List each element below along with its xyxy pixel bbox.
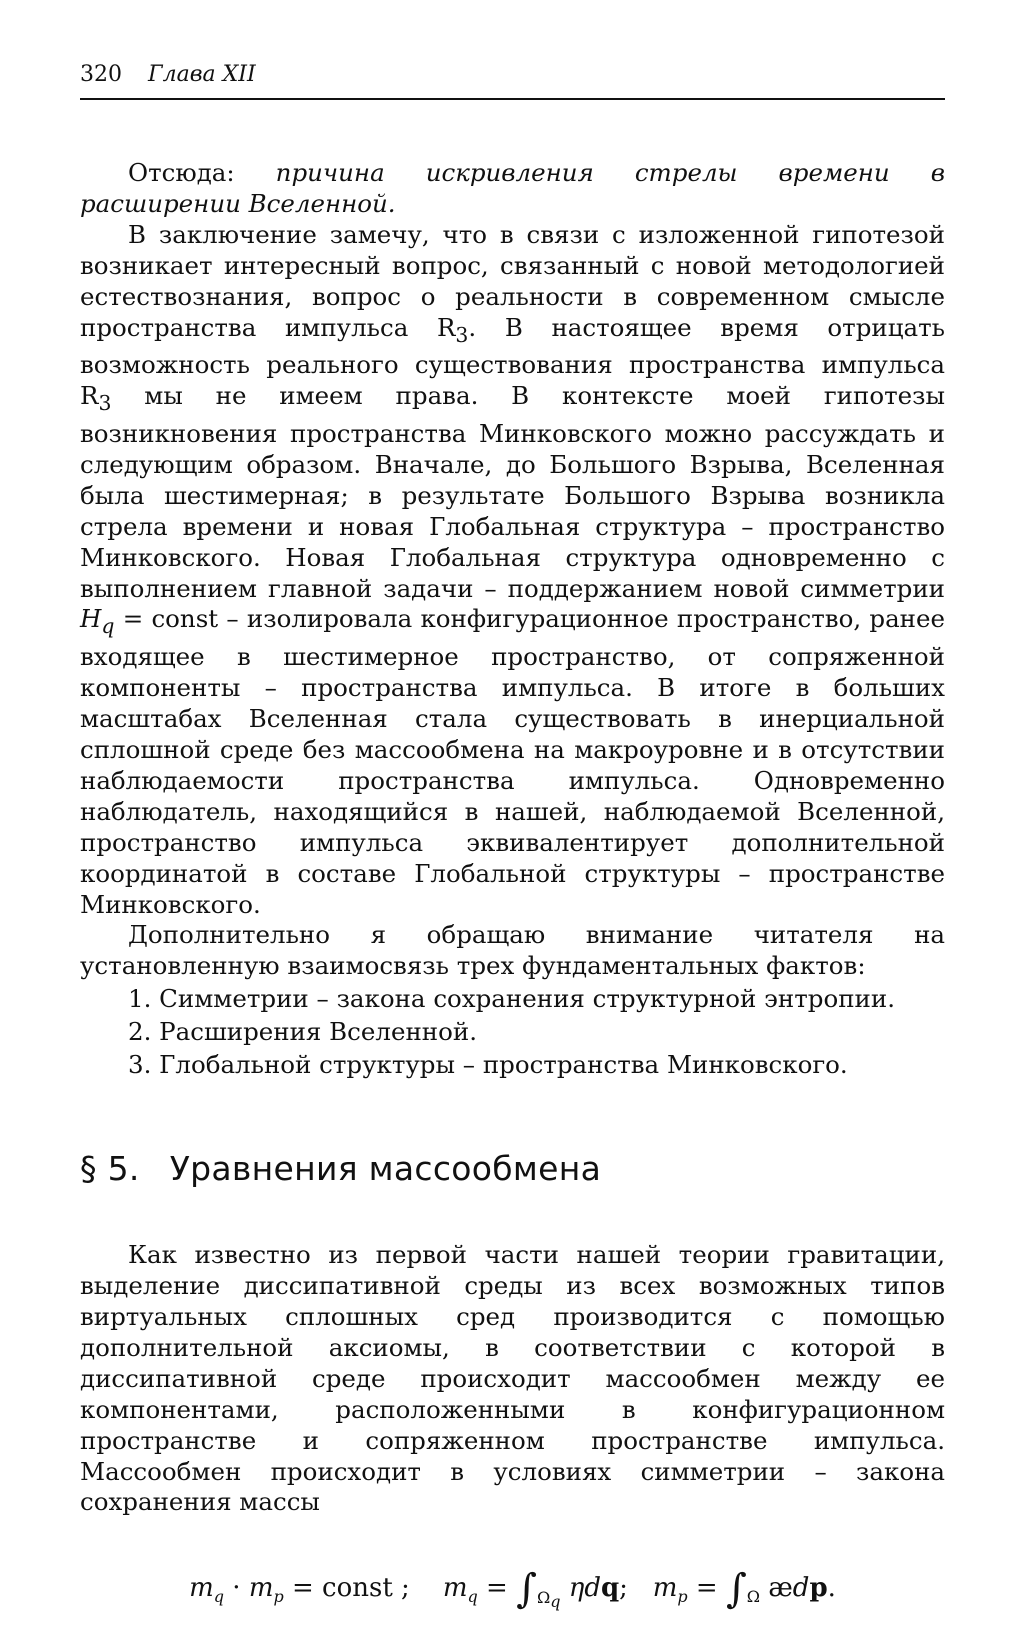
body-text: [80, 158, 945, 1081]
list-item: 2. Расширения Вселенной.: [128, 1017, 477, 1047]
text-run: . В настоящее время отрицать возможность реального существования пространства импульса: [80, 312, 945, 380]
formula-eta: η: [568, 1573, 585, 1604]
symbol-subscript: q: [101, 614, 115, 639]
formula-equals: =: [477, 1573, 517, 1604]
formula-m: m: [652, 1573, 678, 1604]
integral-sign: ∫: [725, 1566, 747, 1613]
section-heading: [80, 1149, 945, 1188]
formula-bold-p: p: [809, 1573, 828, 1604]
formula-mass-conservation: [80, 1558, 945, 1618]
formula-sub-p: p: [677, 1587, 688, 1607]
formula-dot: ·: [224, 1573, 249, 1604]
formula-m: m: [248, 1573, 274, 1604]
page: [80, 62, 945, 1618]
paragraph-emphasis: причина искривления стрелы времени в расширении Вселенной.: [80, 158, 945, 218]
formula-bold-q: q: [600, 1573, 620, 1604]
paragraph-facts-intro: Дополнительно я обращаю внимание читателя на установленную взаимосвязь трех фундаментальных фактов:: [80, 920, 945, 981]
text-run: мы не имеем права. В контексте моей гипотезы возникновения пространства Минковского можно рассуждать и следующим образом. Вначале, до Большого Взрыва, Вселенная была шестимерная; в результате Большого Взрыва возникла стрела времени и новая Глобальная структура – пространство Минковского. Новая Глобальная структура одновременно с выполнением главной задачи – поддержанием новой симметрии: [80, 381, 945, 603]
formula-d: d: [792, 1573, 810, 1604]
symbol-const: = const: [114, 604, 219, 634]
paragraph-conclusion: [80, 158, 945, 220]
symbol-r: R: [436, 312, 456, 342]
formula-m: m: [442, 1573, 468, 1604]
formula-equals: =: [687, 1573, 726, 1604]
formula-omega: Ω: [746, 1587, 761, 1607]
formula-const: = const ;: [283, 1573, 410, 1604]
symbol-subscript: 3: [98, 391, 112, 416]
section-body: [80, 1240, 945, 1518]
formula-sub-q: q: [467, 1587, 478, 1607]
page-number: 320: [80, 62, 122, 87]
paragraph-lead: Отсюда:: [128, 158, 276, 187]
paragraph-mass-exchange: Как известно из первой части нашей теории гравитации, выделение диссипативной среды из всех возможных типов виртуальных сплошных сред производится с помощью дополнительной аксиомы, в соответствии с которой в диссипативной среде происходит массообмен между ее компонентами, расположенными в конфигурационном пространстве и сопряженном пространстве импульса. Массообмен происходит в условиях симметрии – закона сохранения массы: [80, 1240, 945, 1517]
formula-sub-q: q: [213, 1587, 225, 1607]
chapter-title: Глава XII: [148, 62, 256, 87]
section-title: Уравнения массообмена: [169, 1149, 602, 1189]
formula-d: d: [584, 1573, 601, 1604]
facts-list: [80, 982, 945, 1081]
formula-m: m: [189, 1573, 214, 1604]
formula-sub-p: p: [273, 1587, 284, 1607]
symbol-r: R: [80, 381, 99, 411]
symbol-subscript: 3: [455, 322, 469, 347]
paragraph-hypothesis: [80, 220, 945, 921]
list-item: 1. Симметрии – закона сохранения структурной энтропии.: [128, 984, 895, 1014]
text-run: – изолировала конфигурационное пространство, ранее входящее в шестимерное пространство, от сопряженной компоненты – пространства импульса. В итоге в больших масштабах Вселенная стала существовать в инерциальной сплошной среде без массообмена на макроуровне и в отсутствии наблюдаемости пространства импульса. Одновременно наблюдатель, находящийся в нашей, наблюдаемой Вселенной, пространство импульса эквивалентирует дополнительной координатой в составе Глобальной структуры – пространстве Минковского.: [80, 604, 945, 919]
formula-semicolon: ;: [619, 1573, 628, 1604]
formula-ae: æ: [768, 1573, 793, 1604]
section-number: § 5.: [80, 1149, 140, 1189]
symbol-h: H: [80, 604, 102, 634]
running-header: [80, 62, 945, 100]
formula-period: .: [827, 1573, 836, 1604]
formula-omega-q: Ωq: [536, 1587, 561, 1611]
integral-sign: ∫: [516, 1566, 537, 1613]
list-item: 3. Глобальной структуры – пространства Минковского.: [128, 1050, 848, 1080]
text-run: В заключение замечу, что в связи с изложенной гипотезой возникает интересный вопрос, связанный с новой методологией естествознания, вопрос о реальности в современном смысле пространства импульса: [80, 219, 945, 342]
